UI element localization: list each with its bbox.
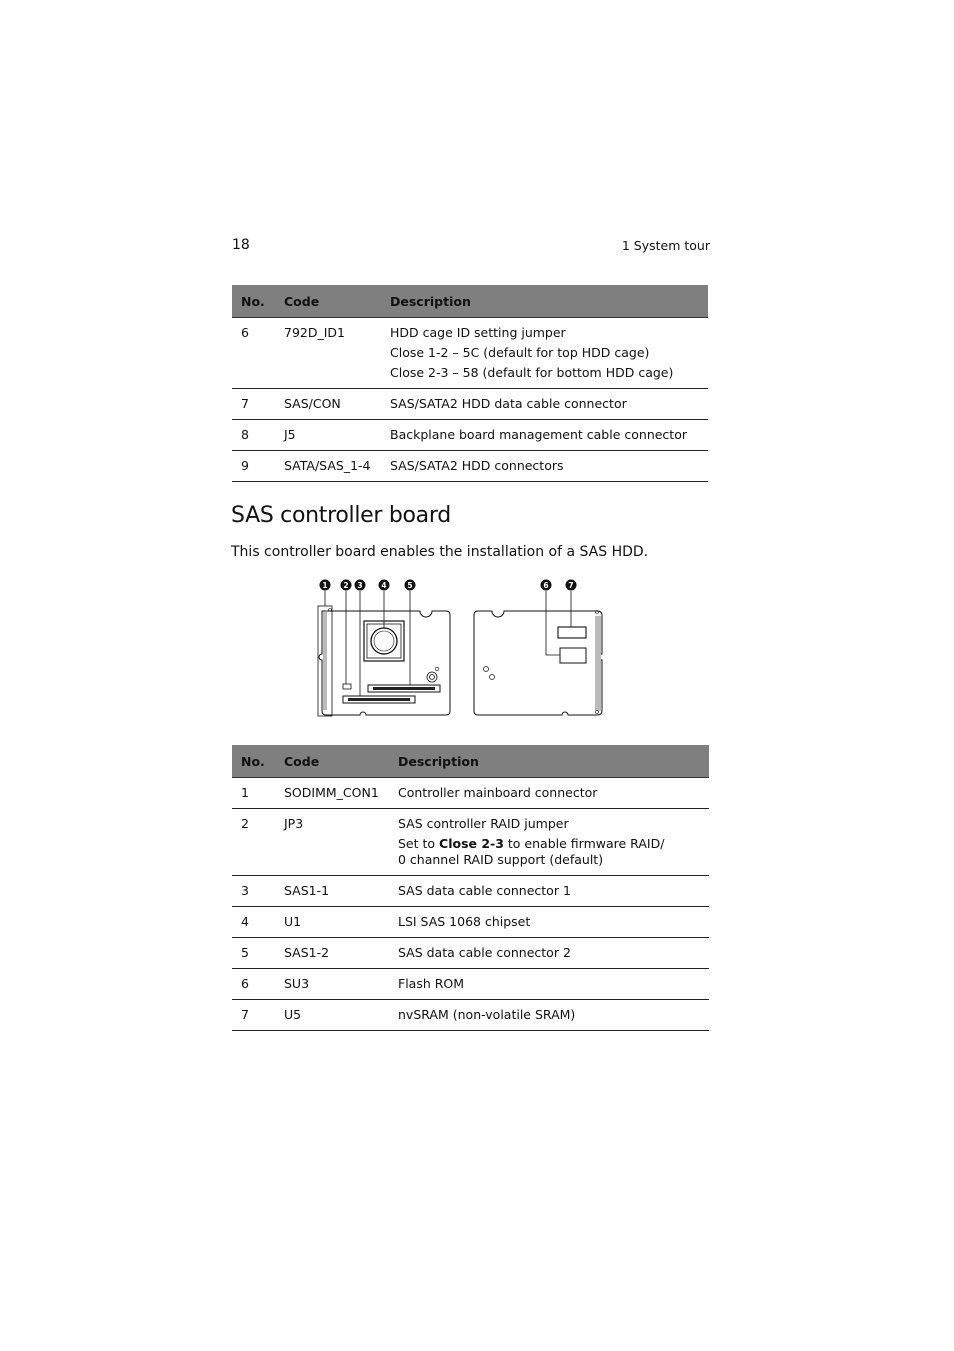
row-description — [389, 938, 709, 969]
description-line: SAS/SATA2 HDD data cable connector — [390, 396, 627, 411]
table-row — [232, 778, 709, 809]
row-code: SAS1-2 — [275, 938, 389, 969]
row-code: SODIMM_CON1 — [275, 778, 389, 809]
row-description — [389, 876, 709, 907]
svg-text:4: 4 — [381, 580, 387, 590]
backplane-components-table — [232, 285, 708, 482]
row-number: 1 — [232, 778, 275, 809]
edge-connector — [595, 616, 601, 711]
description-line: SAS controller RAID jumper — [398, 816, 569, 831]
description-line: Set to Close 2-3 to enable firmware RAID/ — [398, 836, 665, 851]
row-description — [389, 1000, 709, 1031]
callout-marker-1 — [320, 580, 331, 591]
row-code: SATA/SAS_1-4 — [275, 451, 381, 482]
description-line: 0 channel RAID support (default) — [398, 852, 604, 867]
column-header: Description — [381, 285, 708, 318]
sas-controller-board-diagram — [310, 574, 610, 722]
svg-text:6: 6 — [543, 580, 549, 590]
callout-marker-5 — [405, 580, 416, 591]
row-number: 9 — [232, 451, 275, 482]
row-description — [381, 389, 708, 420]
row-description — [381, 420, 708, 451]
row-code: SAS/CON — [275, 389, 381, 420]
row-description — [389, 969, 709, 1000]
row-number: 7 — [232, 1000, 275, 1031]
row-code: J5 — [275, 420, 381, 451]
description-line: SAS data cable connector 1 — [398, 883, 571, 898]
row-number: 2 — [232, 809, 275, 876]
column-header: No. — [232, 745, 275, 778]
row-number: 8 — [232, 420, 275, 451]
callout-marker-7 — [566, 580, 577, 591]
svg-text:2: 2 — [343, 580, 349, 590]
table-row — [232, 451, 708, 482]
table-row — [232, 969, 709, 1000]
table-row — [232, 318, 708, 389]
raid-jumper — [343, 684, 351, 689]
row-number: 3 — [232, 876, 275, 907]
table-row — [232, 1000, 709, 1031]
sas-controller-components-table — [232, 745, 709, 1031]
row-number: 6 — [232, 969, 275, 1000]
section-intro: This controller board enables the installation of a SAS HDD. — [231, 544, 649, 560]
row-description — [381, 451, 708, 482]
callout-marker-4 — [379, 580, 390, 591]
table-row — [232, 938, 709, 969]
row-code: U1 — [275, 907, 389, 938]
row-code: SU3 — [275, 969, 389, 1000]
table-row — [232, 876, 709, 907]
svg-text:7: 7 — [568, 580, 574, 590]
row-code: SAS1-1 — [275, 876, 389, 907]
row-number: 4 — [232, 907, 275, 938]
description-line: Close 1-2 – 5C (default for top HDD cage) — [390, 345, 650, 360]
row-code: U5 — [275, 1000, 389, 1031]
column-header: No. — [232, 285, 275, 318]
section-title: SAS controller board — [231, 503, 451, 528]
callout-marker-6 — [541, 580, 552, 591]
table-row — [232, 420, 708, 451]
description-line: LSI SAS 1068 chipset — [398, 914, 531, 929]
table-row — [232, 389, 708, 420]
nvsram-chip — [558, 627, 586, 638]
row-number: 7 — [232, 389, 275, 420]
column-header: Code — [275, 285, 381, 318]
svg-text:5: 5 — [407, 580, 413, 590]
row-description — [389, 907, 709, 938]
table-row — [232, 907, 709, 938]
table-header-row — [232, 745, 709, 778]
column-header: Description — [389, 745, 709, 778]
row-description — [381, 318, 708, 389]
row-code: JP3 — [275, 809, 389, 876]
description-line: SAS/SATA2 HDD connectors — [390, 458, 564, 473]
row-description — [389, 778, 709, 809]
column-header: Code — [275, 745, 389, 778]
callout-marker-3 — [355, 580, 366, 591]
svg-text:3: 3 — [357, 580, 363, 590]
row-description — [389, 809, 709, 876]
row-code: 792D_ID1 — [275, 318, 381, 389]
row-number: 6 — [232, 318, 275, 389]
emphasis-text: Close 2-3 — [439, 836, 504, 851]
description-line: Controller mainboard connector — [398, 785, 598, 800]
description-line: nvSRAM (non-volatile SRAM) — [398, 1007, 576, 1022]
row-number: 5 — [232, 938, 275, 969]
description-line: Flash ROM — [398, 976, 465, 991]
table-header-row — [232, 285, 708, 318]
description-line: SAS data cable connector 2 — [398, 945, 571, 960]
callout-markers — [320, 580, 577, 591]
callout-marker-2 — [341, 580, 352, 591]
description-line: Backplane board management cable connector — [390, 427, 687, 442]
svg-text:1: 1 — [322, 580, 328, 590]
description-line: HDD cage ID setting jumper — [390, 325, 566, 340]
description-line: Close 2-3 – 58 (default for bottom HDD cage) — [390, 365, 674, 380]
page-number: 18 — [232, 237, 250, 253]
flash-rom-chip — [560, 648, 586, 663]
chapter-title: 1 System tour — [621, 238, 710, 253]
table-row — [232, 809, 709, 876]
